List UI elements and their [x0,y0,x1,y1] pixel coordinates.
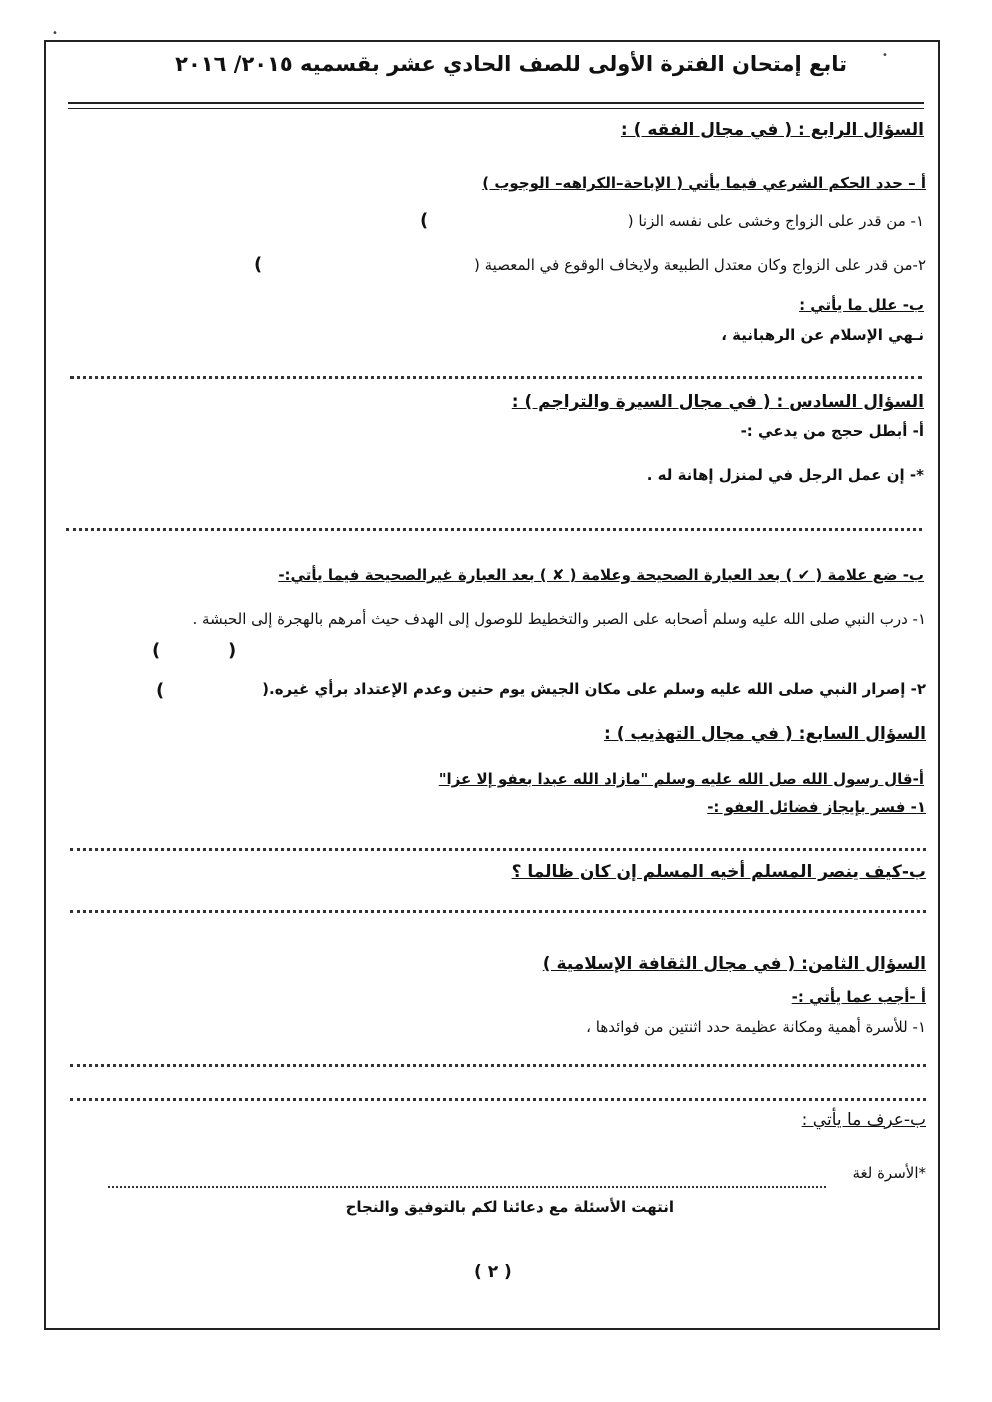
q6-part-a: أ- أبطل حجج من يدعي :- [740,422,924,440]
q6-item-1-open[interactable]: ( [228,640,237,661]
q8-part-b-item: *الأسرة لغة [852,1164,926,1182]
q6-part-b: ب- ضع علامة ( ✔ ) بعد العبارة الصحيحة وعلامة ( ✘ ) بعد العبارة غيرالصحيحة فيما يأتي:- [278,566,924,584]
q4-part-b: ب- علل ما يأتي : [799,296,924,314]
q7-part-b: ب-كيف ينصر المسلم أخيه المسلم إن كان ظالما ؟ [511,862,926,882]
answer-line[interactable] [70,848,926,851]
scan-speck: • [882,50,888,61]
scan-speck: • [52,28,58,39]
q7-heading: السؤال السابع: ( في مجال التهذيب ) : [603,724,926,744]
q4-item-2-answer[interactable]: ) [254,254,263,275]
title-divider [68,102,924,109]
q6-heading: السؤال السادس : ( في مجال السيرة والتراجم ) : [511,392,924,412]
q6-part-a-item: *- إن عمل الرجل في لمنزل إهانة له . [646,466,924,484]
answer-line[interactable] [66,528,922,531]
q6-part-b-item-1: ١- درب النبي صلى الله عليه وسلم أصحابه على الصبر والتخطيط للوصول إلى الهدف حيث أمرهم بالهجرة إلى الحبشة . [192,610,926,628]
q4-item-1: ١- من قدر على الزواج وخشى على نفسه الزنا ( [627,212,924,230]
q4-item-1-answer[interactable]: ) [420,210,429,231]
q4-part-b-item: نـهي الإسلام عن الرهبانية ، [721,326,924,344]
q6-item-2-answer[interactable]: ) [156,680,165,701]
q7-part-a: أ-قال رسول الله صل الله عليه وسلم "مازاد الله عبدا بعفو إلا عزا" [438,770,924,788]
q4-heading: السؤال الرابع : ( في مجال الفقه ) : [620,120,924,140]
q8-part-a-item: ١- للأسرة أهمية ومكانة عظيمة حدد اثنتين من فوائدها ، [586,1018,926,1036]
q4-item-2: ٢-من قدر على الزواج وكان معتدل الطبيعة ولايخاف الوقوع في المعصية ( [474,256,926,274]
q7-part-a-item: ١- فسر بإيجاز فضائل العفو :- [707,798,926,816]
q8-part-b: ب-عرف ما يأتي : [801,1110,926,1130]
answer-line[interactable] [70,1064,926,1067]
page-number: ( ٢ ) [474,1262,512,1282]
answer-line[interactable] [108,1186,826,1188]
q4-part-a: أ – حدد الحكم الشرعي فيما يأتي ( الإباحة–الكراهه– الوجوب ) [482,174,926,192]
q8-part-a: أ -أجب عما يأتي :- [791,988,926,1006]
answer-line[interactable] [70,910,926,913]
answer-line[interactable] [70,1098,926,1101]
q8-heading: السؤال الثامن: ( في مجال الثقافة الإسلامية ) [542,954,926,974]
q6-item-1-close[interactable]: ) [152,640,161,661]
q6-part-b-item-2: ٢- إصرار النبي صلى الله عليه وسلم على مكان الجيش يوم حنين وعدم الإعتداد برأي غيره.( [262,680,926,698]
answer-line[interactable] [70,376,922,379]
exam-title: تابع إمتحان الفترة الأولى للصف الحادي عشر بقسميه ٢٠١٥/ ٢٠١٦ [175,52,847,76]
closing-message: انتهت الأسئلة مع دعائنا لكم بالتوفيق والنجاح [345,1198,674,1216]
